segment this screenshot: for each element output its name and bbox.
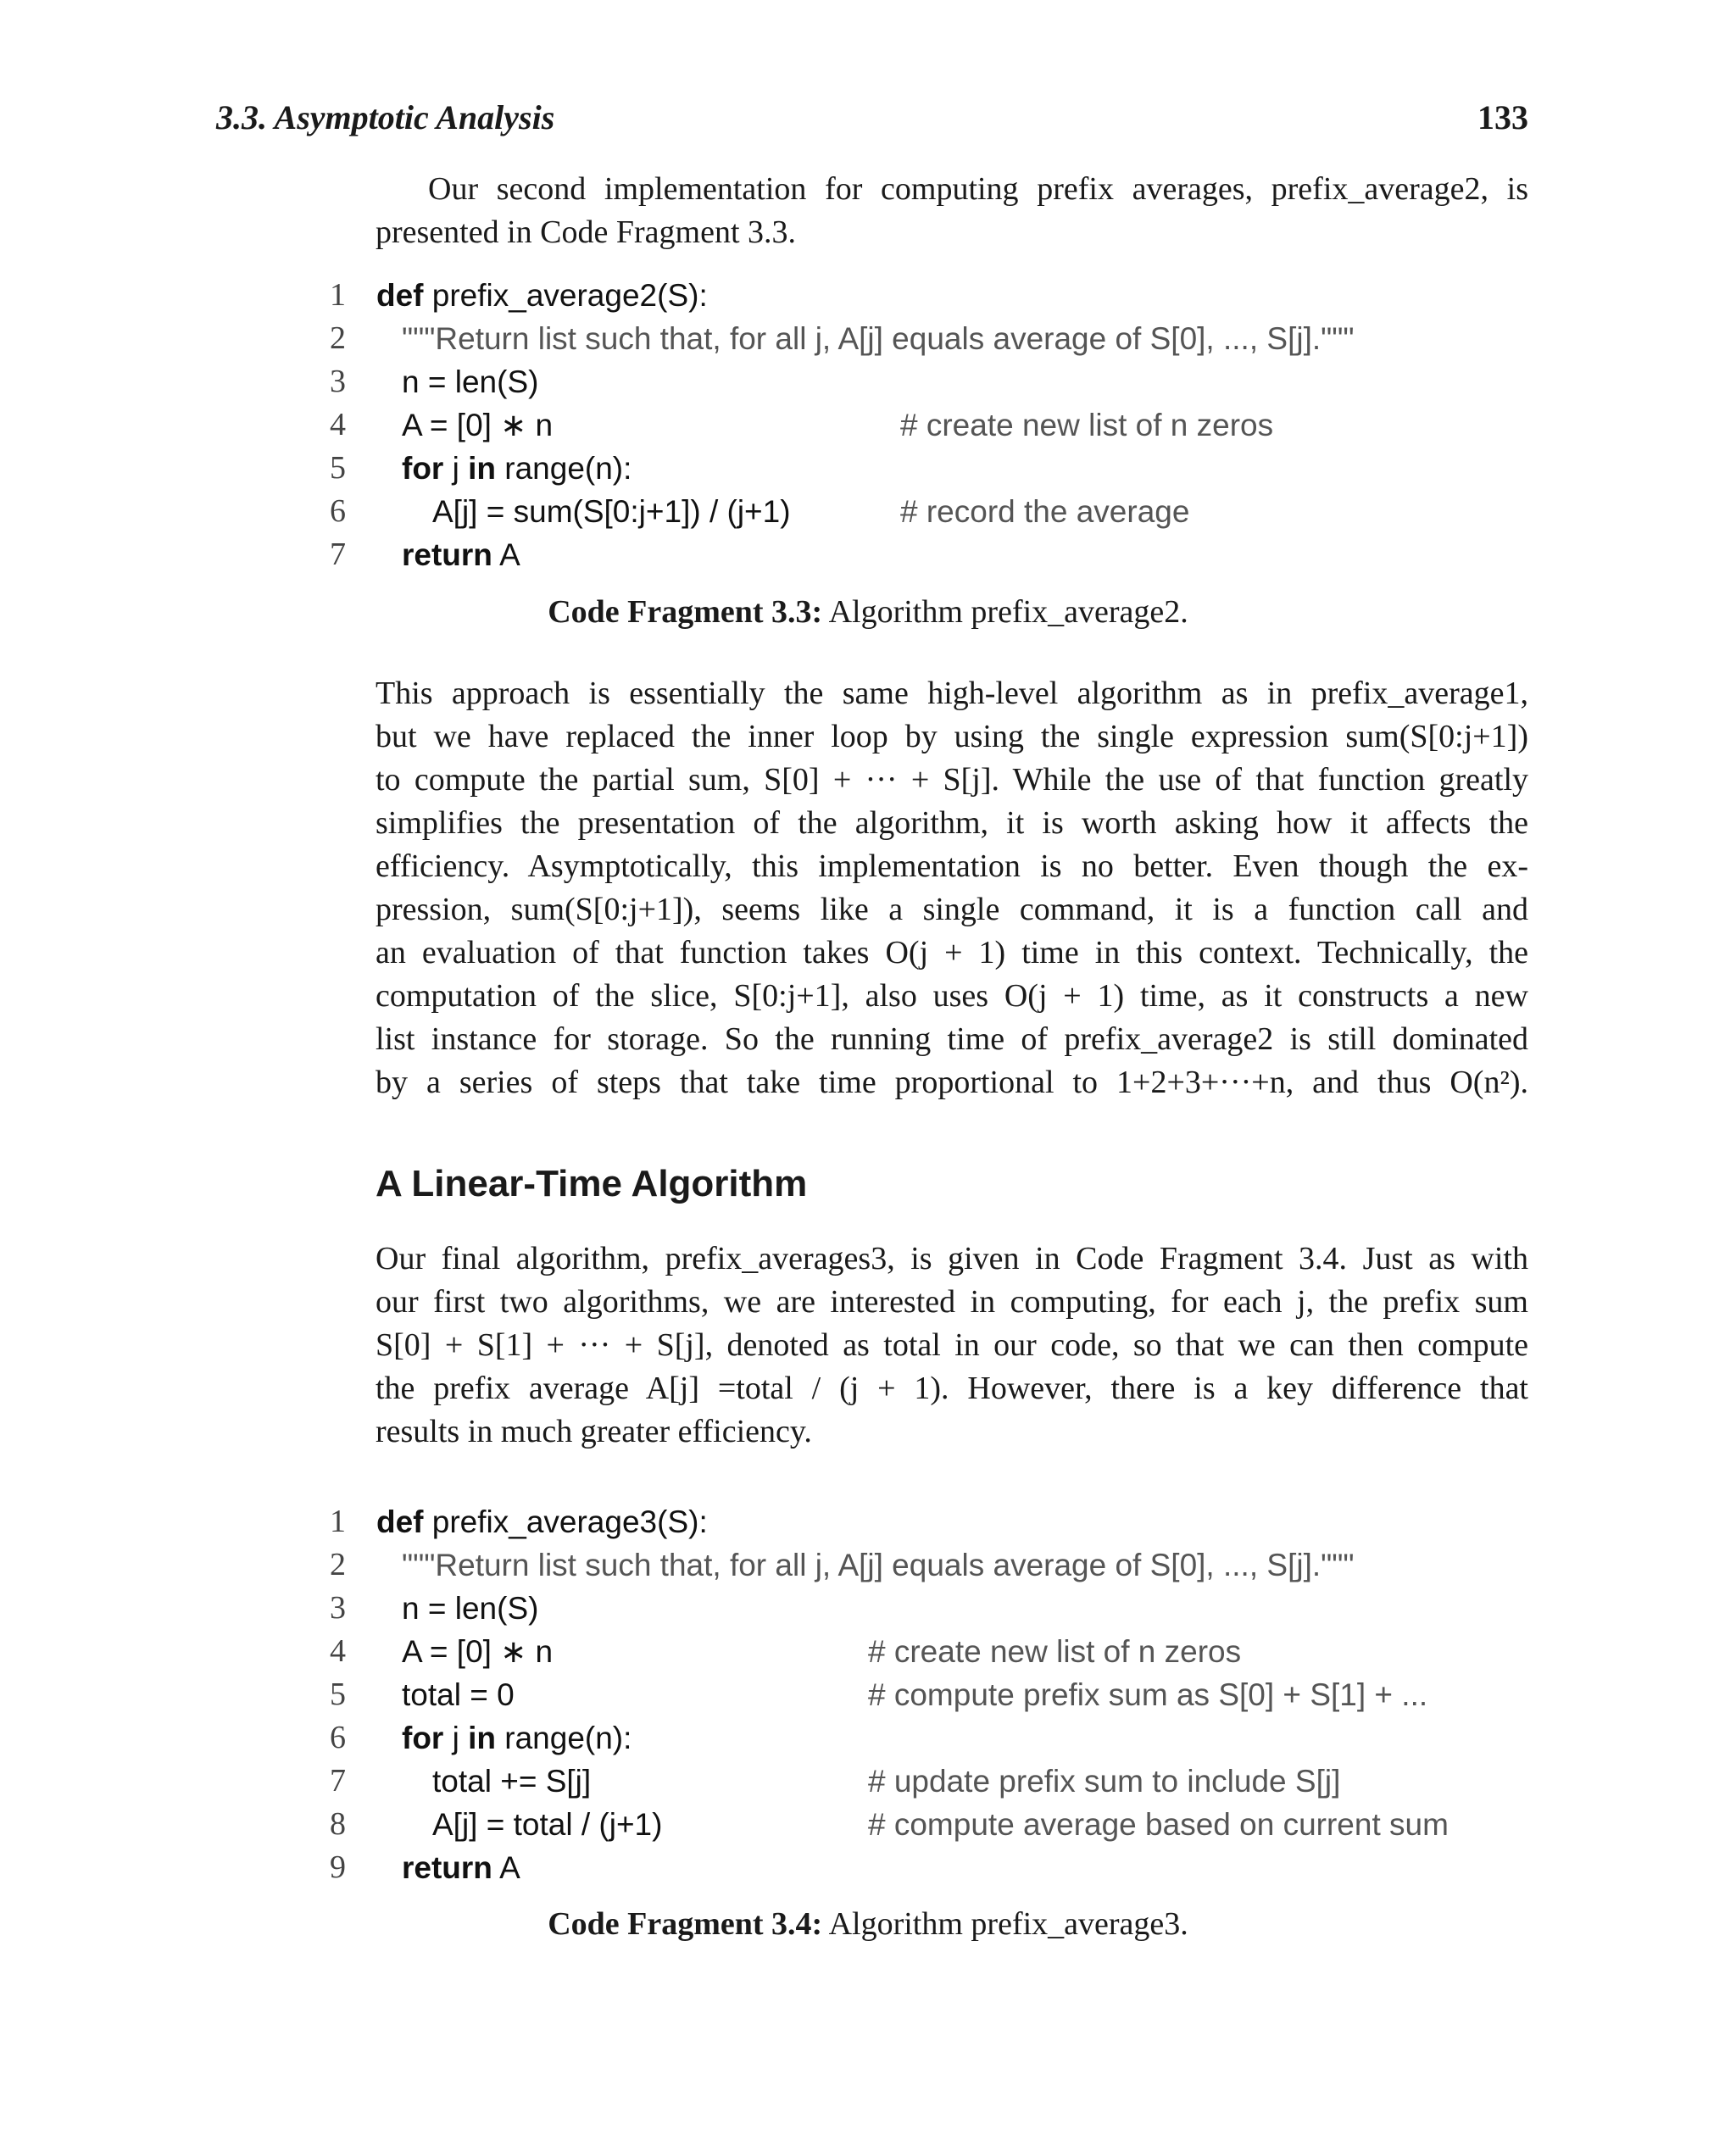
code-fragment-3-3-caption <box>0 593 1736 631</box>
text-line: to compute the partial sum, S[0] + ··· + S[j]. While the use of that function greatly <box>376 762 1528 798</box>
final-paragraph <box>376 1237 1528 1454</box>
line-number: 1 <box>330 277 346 313</box>
code-text: n = len(S) <box>402 364 539 399</box>
code-line <box>305 490 1577 533</box>
text-line: Our second implementation for computing prefix averages, prefix_average2, is <box>428 171 1528 207</box>
text-line: efficiency. Asymptotically, this implementation is no better. Even though the ex- <box>376 848 1528 884</box>
keyword: def <box>376 278 424 313</box>
line-number: 3 <box>330 364 346 399</box>
text-line: This approach is essentially the same high-level algorithm as in prefix_average1, <box>376 676 1528 711</box>
text-line: pression, sum(S[0:j+1]), seems like a single command, it is a function call and <box>376 892 1528 927</box>
code-fragment-3-3 <box>305 274 1577 576</box>
text-line: the prefix average A[j] =total / (j + 1). However, there is a key difference that <box>376 1371 1528 1406</box>
code-text: total = 0 <box>402 1677 515 1712</box>
intro-paragraph <box>376 168 1528 254</box>
line-number: 9 <box>330 1849 346 1885</box>
code-line <box>305 317 1577 360</box>
text-line: by a series of steps that take time proportional to 1+2+3+···+n, and thus O(n²). <box>376 1065 1528 1100</box>
text-line: simplifies the presentation of the algorithm, it is worth asking how it affects the <box>376 805 1528 841</box>
code-text: n = len(S) <box>402 1591 539 1626</box>
docstring-text: """Return list such that, for all j, A[j] equals average of S[0], ..., S[j].""" <box>402 1548 1355 1582</box>
docstring-text: """Return list such that, for all j, A[j] equals average of S[0], ..., S[j].""" <box>402 321 1355 356</box>
code-text: return A <box>402 1850 520 1885</box>
caption-text: Algorithm prefix_average3. <box>828 1906 1188 1942</box>
text-line: computation of the slice, S[0:j+1], also uses O(j + 1) time, as it constructs a new <box>376 978 1528 1014</box>
page-number: 133 <box>1477 98 1528 136</box>
code-text: for j in range(n): <box>402 1721 632 1755</box>
analysis-paragraph <box>376 672 1528 1104</box>
code-line <box>305 1587 1577 1630</box>
section-heading: A Linear-Time Algorithm <box>376 1163 808 1204</box>
keyword: for <box>402 451 444 486</box>
code-fragment-3-4-caption <box>0 1905 1736 1943</box>
keyword: return <box>402 537 492 572</box>
caption-text: Algorithm prefix_average2. <box>828 594 1188 630</box>
code-comment: # record the average <box>900 494 1190 529</box>
code-line <box>305 274 1577 317</box>
caption-label: Code Fragment 3.3: <box>548 594 823 630</box>
text-line: our first two algorithms, we are interested in computing, for each j, the prefix sum <box>376 1284 1528 1320</box>
code-text: for j in range(n): <box>402 451 632 486</box>
code-line <box>305 533 1577 576</box>
code-comment: # create new list of n zeros <box>900 408 1274 442</box>
keyword: in <box>468 1721 496 1755</box>
line-number: 7 <box>330 537 346 572</box>
line-number: 6 <box>330 1720 346 1755</box>
code-line <box>305 1716 1577 1760</box>
code-line <box>305 360 1577 403</box>
code-comment: # update prefix sum to include S[j] <box>868 1764 1341 1799</box>
text-line: Our final algorithm, prefix_averages3, is given in Code Fragment 3.4. Just as with <box>376 1241 1528 1276</box>
code-line <box>305 1543 1577 1587</box>
code-text: def prefix_average3(S): <box>376 1504 708 1539</box>
code-fragment-3-4 <box>305 1500 1577 1889</box>
line-number: 1 <box>330 1504 346 1539</box>
line-number: 4 <box>330 407 346 442</box>
line-number: 2 <box>330 1547 346 1582</box>
section-title: 3.3. Asymptotic Analysis <box>216 98 555 136</box>
code-comment: # create new list of n zeros <box>868 1634 1242 1669</box>
line-number: 5 <box>330 450 346 486</box>
code-line <box>305 1630 1577 1673</box>
line-number: 3 <box>330 1590 346 1626</box>
text-line: an evaluation of that function takes O(j + 1) time in this context. Technically, the <box>376 935 1528 970</box>
line-number: 7 <box>330 1763 346 1799</box>
code-text: total += S[j] <box>432 1764 592 1799</box>
code-text: return A <box>402 537 520 572</box>
line-number: 6 <box>330 493 346 529</box>
text-line: results in much greater efficiency. <box>376 1414 812 1449</box>
code-text: A[j] = sum(S[0:j+1]) / (j+1) <box>432 494 791 529</box>
code-text: A[j] = total / (j+1) <box>432 1807 663 1842</box>
keyword: return <box>402 1850 492 1885</box>
code-text: A = [0] ∗ n <box>402 408 554 442</box>
code-line <box>305 403 1577 447</box>
text-line: S[0] + S[1] + ··· + S[j], denoted as total in our code, so that we can then compute <box>376 1327 1528 1363</box>
code-text: A = [0] ∗ n <box>402 1634 554 1669</box>
keyword: def <box>376 1504 424 1539</box>
code-line <box>305 1846 1577 1889</box>
code-line <box>305 1500 1577 1543</box>
code-text: def prefix_average2(S): <box>376 278 708 313</box>
caption-label: Code Fragment 3.4: <box>548 1906 823 1942</box>
code-comment: # compute prefix sum as S[0] + S[1] + ... <box>868 1677 1428 1712</box>
line-number: 5 <box>330 1677 346 1712</box>
code-comment: # compute average based on current sum <box>868 1807 1449 1842</box>
code-line <box>305 1673 1577 1716</box>
text-line: but we have replaced the inner loop by using the single expression sum(S[0:j+1]) <box>376 719 1528 754</box>
running-header <box>216 97 1528 148</box>
text-line: list instance for storage. So the running time of prefix_average2 is still dominated <box>376 1021 1528 1057</box>
code-line <box>305 447 1577 490</box>
code-line <box>305 1803 1577 1846</box>
line-number: 4 <box>330 1633 346 1669</box>
line-number: 8 <box>330 1806 346 1842</box>
keyword: in <box>468 451 496 486</box>
code-line <box>305 1760 1577 1803</box>
keyword: for <box>402 1721 444 1755</box>
line-number: 2 <box>330 320 346 356</box>
text-line: presented in Code Fragment 3.3. <box>376 214 797 250</box>
